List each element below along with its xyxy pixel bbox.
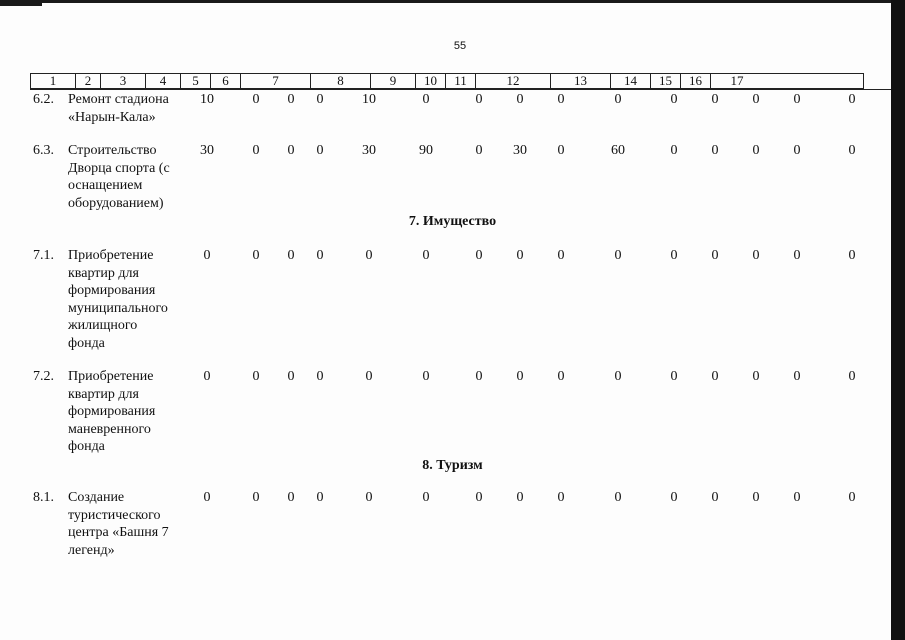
value-cell: 0: [252, 490, 260, 505]
header-cell: 3: [101, 74, 146, 88]
value-cell: 0: [203, 490, 211, 505]
value-cell: 0: [793, 143, 801, 158]
value-cell: 0: [316, 143, 324, 158]
value-cell: 0: [316, 490, 324, 505]
row-number: 7.2.: [33, 369, 54, 384]
value-cell: 0: [557, 92, 565, 107]
value-cell: 0: [711, 143, 719, 158]
header-cell: 7: [241, 74, 311, 88]
value-cell: 0: [614, 92, 622, 107]
value-cell: 0: [287, 248, 295, 263]
value-cell: 0: [422, 490, 430, 505]
value-cell: 30: [513, 143, 527, 158]
header-cell: 6: [211, 74, 241, 88]
row-name-line: оборудованием): [68, 195, 164, 211]
value-cell: 30: [362, 143, 376, 158]
value-cell: 0: [557, 490, 565, 505]
value-cell: 0: [287, 369, 295, 384]
value-cell: 0: [203, 369, 211, 384]
value-cell: 0: [614, 490, 622, 505]
header-cell: 13: [551, 74, 611, 88]
header-cell: 11: [446, 74, 476, 88]
value-cell: 0: [422, 92, 430, 107]
value-cell: 0: [316, 369, 324, 384]
row-name-line: центра «Башня 7: [68, 525, 169, 540]
value-cell: 0: [422, 369, 430, 384]
row-number: 8.1.: [33, 490, 54, 505]
value-cell: 0: [287, 490, 295, 505]
value-cell: 0: [711, 248, 719, 263]
value-cell: 0: [316, 248, 324, 263]
row-name-line: муниципального: [68, 300, 168, 316]
value-cell: 0: [365, 369, 373, 384]
value-cell: 0: [475, 143, 483, 158]
row-name-line: фонда: [68, 335, 105, 351]
row-name: [68, 142, 190, 212]
value-cell: 0: [670, 248, 678, 263]
value-cell: 0: [793, 490, 801, 505]
value-cell: 0: [793, 92, 801, 107]
value-cell: 0: [711, 490, 719, 505]
row-name-line: Дворца спорта (с: [68, 160, 170, 176]
header-cell: 4: [146, 74, 181, 88]
row-name-line: формирования: [68, 404, 156, 419]
value-cell: 0: [793, 369, 801, 384]
value-cell: 0: [752, 369, 760, 384]
value-cell: 10: [200, 92, 214, 107]
value-cell: 0: [670, 490, 678, 505]
row-name-line: туристического: [68, 507, 161, 523]
value-cell: 0: [752, 92, 760, 107]
value-cell: 0: [670, 143, 678, 158]
value-cell: 0: [670, 92, 678, 107]
value-cell: 0: [252, 248, 260, 263]
row-number: 6.2.: [33, 92, 54, 107]
row-name-line: легенд»: [68, 542, 115, 558]
section-title: 7. Имущество: [408, 214, 497, 229]
row-name: [68, 368, 190, 456]
row-name-line: жилищного: [68, 318, 138, 333]
row-name: [68, 247, 190, 352]
value-cell: 0: [252, 92, 260, 107]
row-name-line: маневренного: [68, 421, 151, 437]
row-name: [68, 489, 190, 559]
row-name-line: формирования: [68, 283, 156, 298]
header-cell: 2: [76, 74, 101, 88]
value-cell: 0: [848, 490, 856, 505]
value-cell: 0: [557, 369, 565, 384]
value-cell: 60: [611, 143, 625, 158]
table-header-row: [30, 73, 864, 89]
row-name-line: оснащением: [68, 178, 143, 193]
value-cell: 0: [252, 143, 260, 158]
value-cell: 0: [848, 92, 856, 107]
value-cell: 0: [475, 248, 483, 263]
value-cell: 0: [475, 490, 483, 505]
row-name-line: Строительство: [68, 143, 157, 158]
header-cell: 9: [371, 74, 416, 88]
value-cell: 0: [614, 369, 622, 384]
value-cell: 0: [711, 369, 719, 384]
page-number: 55: [453, 40, 467, 52]
header-cell: 8: [311, 74, 371, 88]
value-cell: 0: [516, 92, 524, 107]
row-number: 6.3.: [33, 143, 54, 158]
header-cell: 5: [181, 74, 211, 88]
scan-corner-mark: [0, 0, 42, 6]
value-cell: 0: [711, 92, 719, 107]
row-name-line: Приобретение: [68, 248, 154, 263]
value-cell: 0: [252, 369, 260, 384]
value-cell: 0: [475, 369, 483, 384]
value-cell: 0: [422, 248, 430, 263]
value-cell: 0: [670, 369, 678, 384]
header-cell: 10: [416, 74, 446, 88]
section-title: 8. Туризм: [422, 458, 483, 473]
row-number: 7.1.: [33, 248, 54, 263]
value-cell: 0: [516, 490, 524, 505]
row-name-line: квартир для: [68, 386, 139, 402]
value-cell: 0: [365, 248, 373, 263]
header-cell: 14: [611, 74, 651, 88]
value-cell: 0: [316, 92, 324, 107]
header-cell: 1: [31, 74, 76, 88]
value-cell: 0: [516, 369, 524, 384]
value-cell: 0: [557, 248, 565, 263]
value-cell: 0: [287, 92, 295, 107]
scan-edge-top: [0, 0, 905, 3]
value-cell: 10: [362, 92, 376, 107]
value-cell: 0: [848, 369, 856, 384]
value-cell: 0: [848, 143, 856, 158]
value-cell: 0: [752, 490, 760, 505]
value-cell: 30: [200, 143, 214, 158]
value-cell: 0: [752, 143, 760, 158]
header-cell: 16: [681, 74, 711, 88]
value-cell: 0: [557, 143, 565, 158]
header-cell: 17: [730, 73, 744, 88]
row-name-line: Создание: [68, 490, 125, 505]
header-cell: 12: [476, 74, 551, 88]
value-cell: 90: [419, 143, 433, 158]
header-cell: 15: [651, 74, 681, 88]
row-name-line: Ремонт стадиона: [68, 92, 169, 107]
value-cell: 0: [516, 248, 524, 263]
value-cell: 0: [365, 490, 373, 505]
row-name-line: Приобретение: [68, 369, 154, 384]
header-bottom-rule: [30, 89, 891, 90]
row-name: [68, 91, 190, 126]
scan-edge-right: [891, 0, 905, 640]
value-cell: 0: [475, 92, 483, 107]
row-name-line: квартир для: [68, 265, 139, 281]
value-cell: 0: [793, 248, 801, 263]
value-cell: 0: [287, 143, 295, 158]
value-cell: 0: [752, 248, 760, 263]
row-name-line: фонда: [68, 439, 105, 454]
row-name-line: «Нарын-Кала»: [68, 109, 156, 125]
value-cell: 0: [203, 248, 211, 263]
value-cell: 0: [848, 248, 856, 263]
value-cell: 0: [614, 248, 622, 263]
